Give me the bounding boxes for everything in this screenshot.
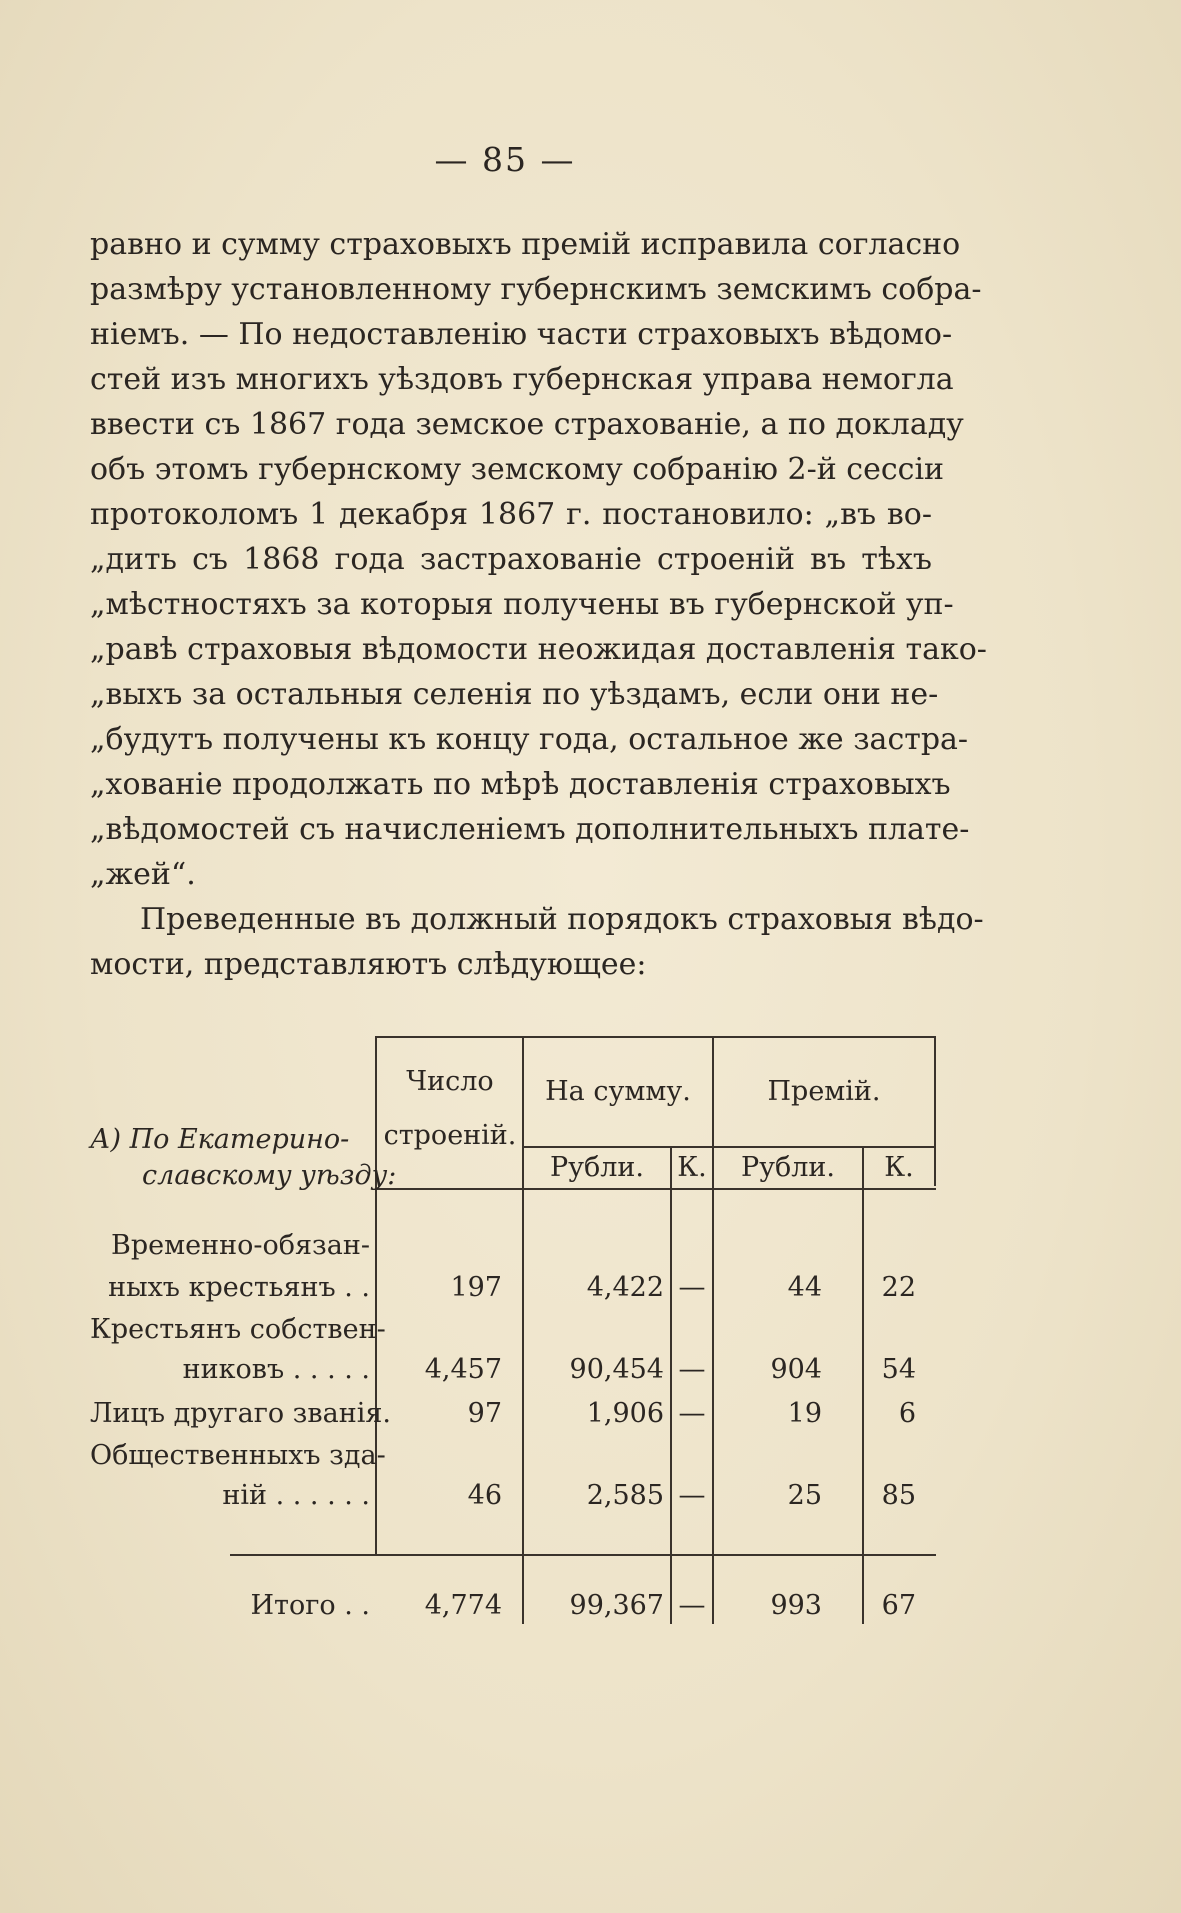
cell-prem-rubles: 44 [787,1272,822,1303]
text-line: „выхъ за остальныя селенія по уѣздамъ, если они не- [90,677,939,712]
table-rule [375,1036,377,1556]
total-sum-rubles: 99,367 [569,1590,664,1621]
table-rule [230,1554,936,1556]
subheader-rubles: Рубли. [549,1152,645,1183]
table-rule [670,1146,672,1624]
body-text [90,222,987,987]
paragraph-1 [90,222,987,897]
col-header-premium: Премій. [767,1076,881,1107]
cell-sum-rubles: 90,454 [569,1354,664,1385]
col-header-count: строеній. [383,1120,517,1151]
insurance-table [90,1036,940,1636]
row-label: никовъ . . . . . [182,1354,370,1385]
subheader-kopecks: К. [677,1152,707,1183]
page-number: — 85 — [434,140,576,179]
cell-sum-kopecks: — [678,1480,706,1511]
paragraph-2 [90,897,984,987]
text-line: равно и сумму страховыхъ премій исправила согласно [90,227,961,262]
text-line: „будутъ получены къ концу года, остальное же застра- [90,722,969,757]
section-title: славскому уѣзду: [142,1160,397,1191]
text-line: стей изъ многихъ уѣздовъ губернская управа немогла [90,362,954,397]
subheader-rubles: Рубли. [740,1152,836,1183]
cell-sum-kopecks: — [678,1272,706,1303]
cell-prem-kopecks: 54 [881,1354,916,1385]
row-label: ныхъ крестьянъ . . [108,1272,370,1303]
col-header-count: Число [406,1066,494,1097]
text-line: ввести съ 1867 года земское страхованіе, а по докладу [90,407,964,442]
row-label: Лицъ другаго званія. [90,1398,391,1429]
cell-sum-rubles: 1,906 [586,1398,664,1429]
text-line: „жей“. [90,857,196,892]
text-line: мости, представляютъ слѣдующее: [90,947,647,982]
table-rule [862,1146,864,1624]
row-label: Общественныхъ зда- [90,1440,386,1471]
row-label: ній . . . . . . [222,1480,370,1511]
row-label: Временно-обязан- [111,1230,370,1261]
cell-count: 97 [467,1398,502,1429]
cell-count: 46 [467,1480,502,1511]
row-label: Крестьянъ собствен- [90,1314,386,1345]
cell-prem-rubles: 904 [770,1354,822,1385]
text-line: размѣру установленному губернскимъ земскимъ собра- [90,272,982,307]
cell-sum-rubles: 2,585 [586,1480,664,1511]
cell-prem-kopecks: 6 [898,1398,916,1429]
table-rule [934,1036,936,1186]
text-line: протоколомъ 1 декабря 1867 г. постановило: „въ во- [90,497,932,532]
cell-sum-kopecks: — [678,1398,706,1429]
total-label: Итого . . [250,1590,370,1621]
total-count: 4,774 [424,1590,502,1621]
text-line: „равѣ страховыя вѣдомости неожидая доставленія тако- [90,632,987,667]
text-line: „дить съ 1868 года застрахованіе строеній въ тѣхъ [90,542,932,577]
text-line: „мѣстностяхъ за которыя получены въ губернской уп- [90,587,954,622]
table-rule [522,1036,524,1624]
table-rule [522,1146,936,1148]
cell-prem-rubles: 19 [787,1398,822,1429]
text-line: „вѣдомостей съ начисленіемъ дополнительныхъ плате- [90,812,970,847]
section-title: А) По Екатерино- [90,1124,350,1155]
table-rule [375,1188,936,1190]
cell-sum-kopecks: — [678,1354,706,1385]
cell-prem-kopecks: 22 [881,1272,916,1303]
text-line: Преведенные въ должный порядокъ страховыя вѣдо- [140,902,984,937]
cell-count: 197 [450,1272,502,1303]
text-line: объ этомъ губернскому земскому собранію 2-й сессіи [90,452,945,487]
subheader-kopecks: К. [884,1152,914,1183]
total-prem-kopecks: 67 [881,1590,916,1621]
table-rule [375,1036,936,1038]
text-line: „хованіе продолжать по мѣрѣ доставленія страховыхъ [90,767,951,802]
cell-sum-rubles: 4,422 [586,1272,664,1303]
cell-prem-kopecks: 85 [881,1480,916,1511]
table-rule [712,1036,714,1624]
total-sum-kopecks: — [678,1590,706,1621]
text-line: ніемъ. — По недоставленію части страховыхъ вѣдомо- [90,317,953,352]
cell-prem-rubles: 25 [787,1480,822,1511]
total-prem-rubles: 993 [770,1590,822,1621]
col-header-sum: На сумму. [545,1076,691,1107]
cell-count: 4,457 [424,1354,502,1385]
